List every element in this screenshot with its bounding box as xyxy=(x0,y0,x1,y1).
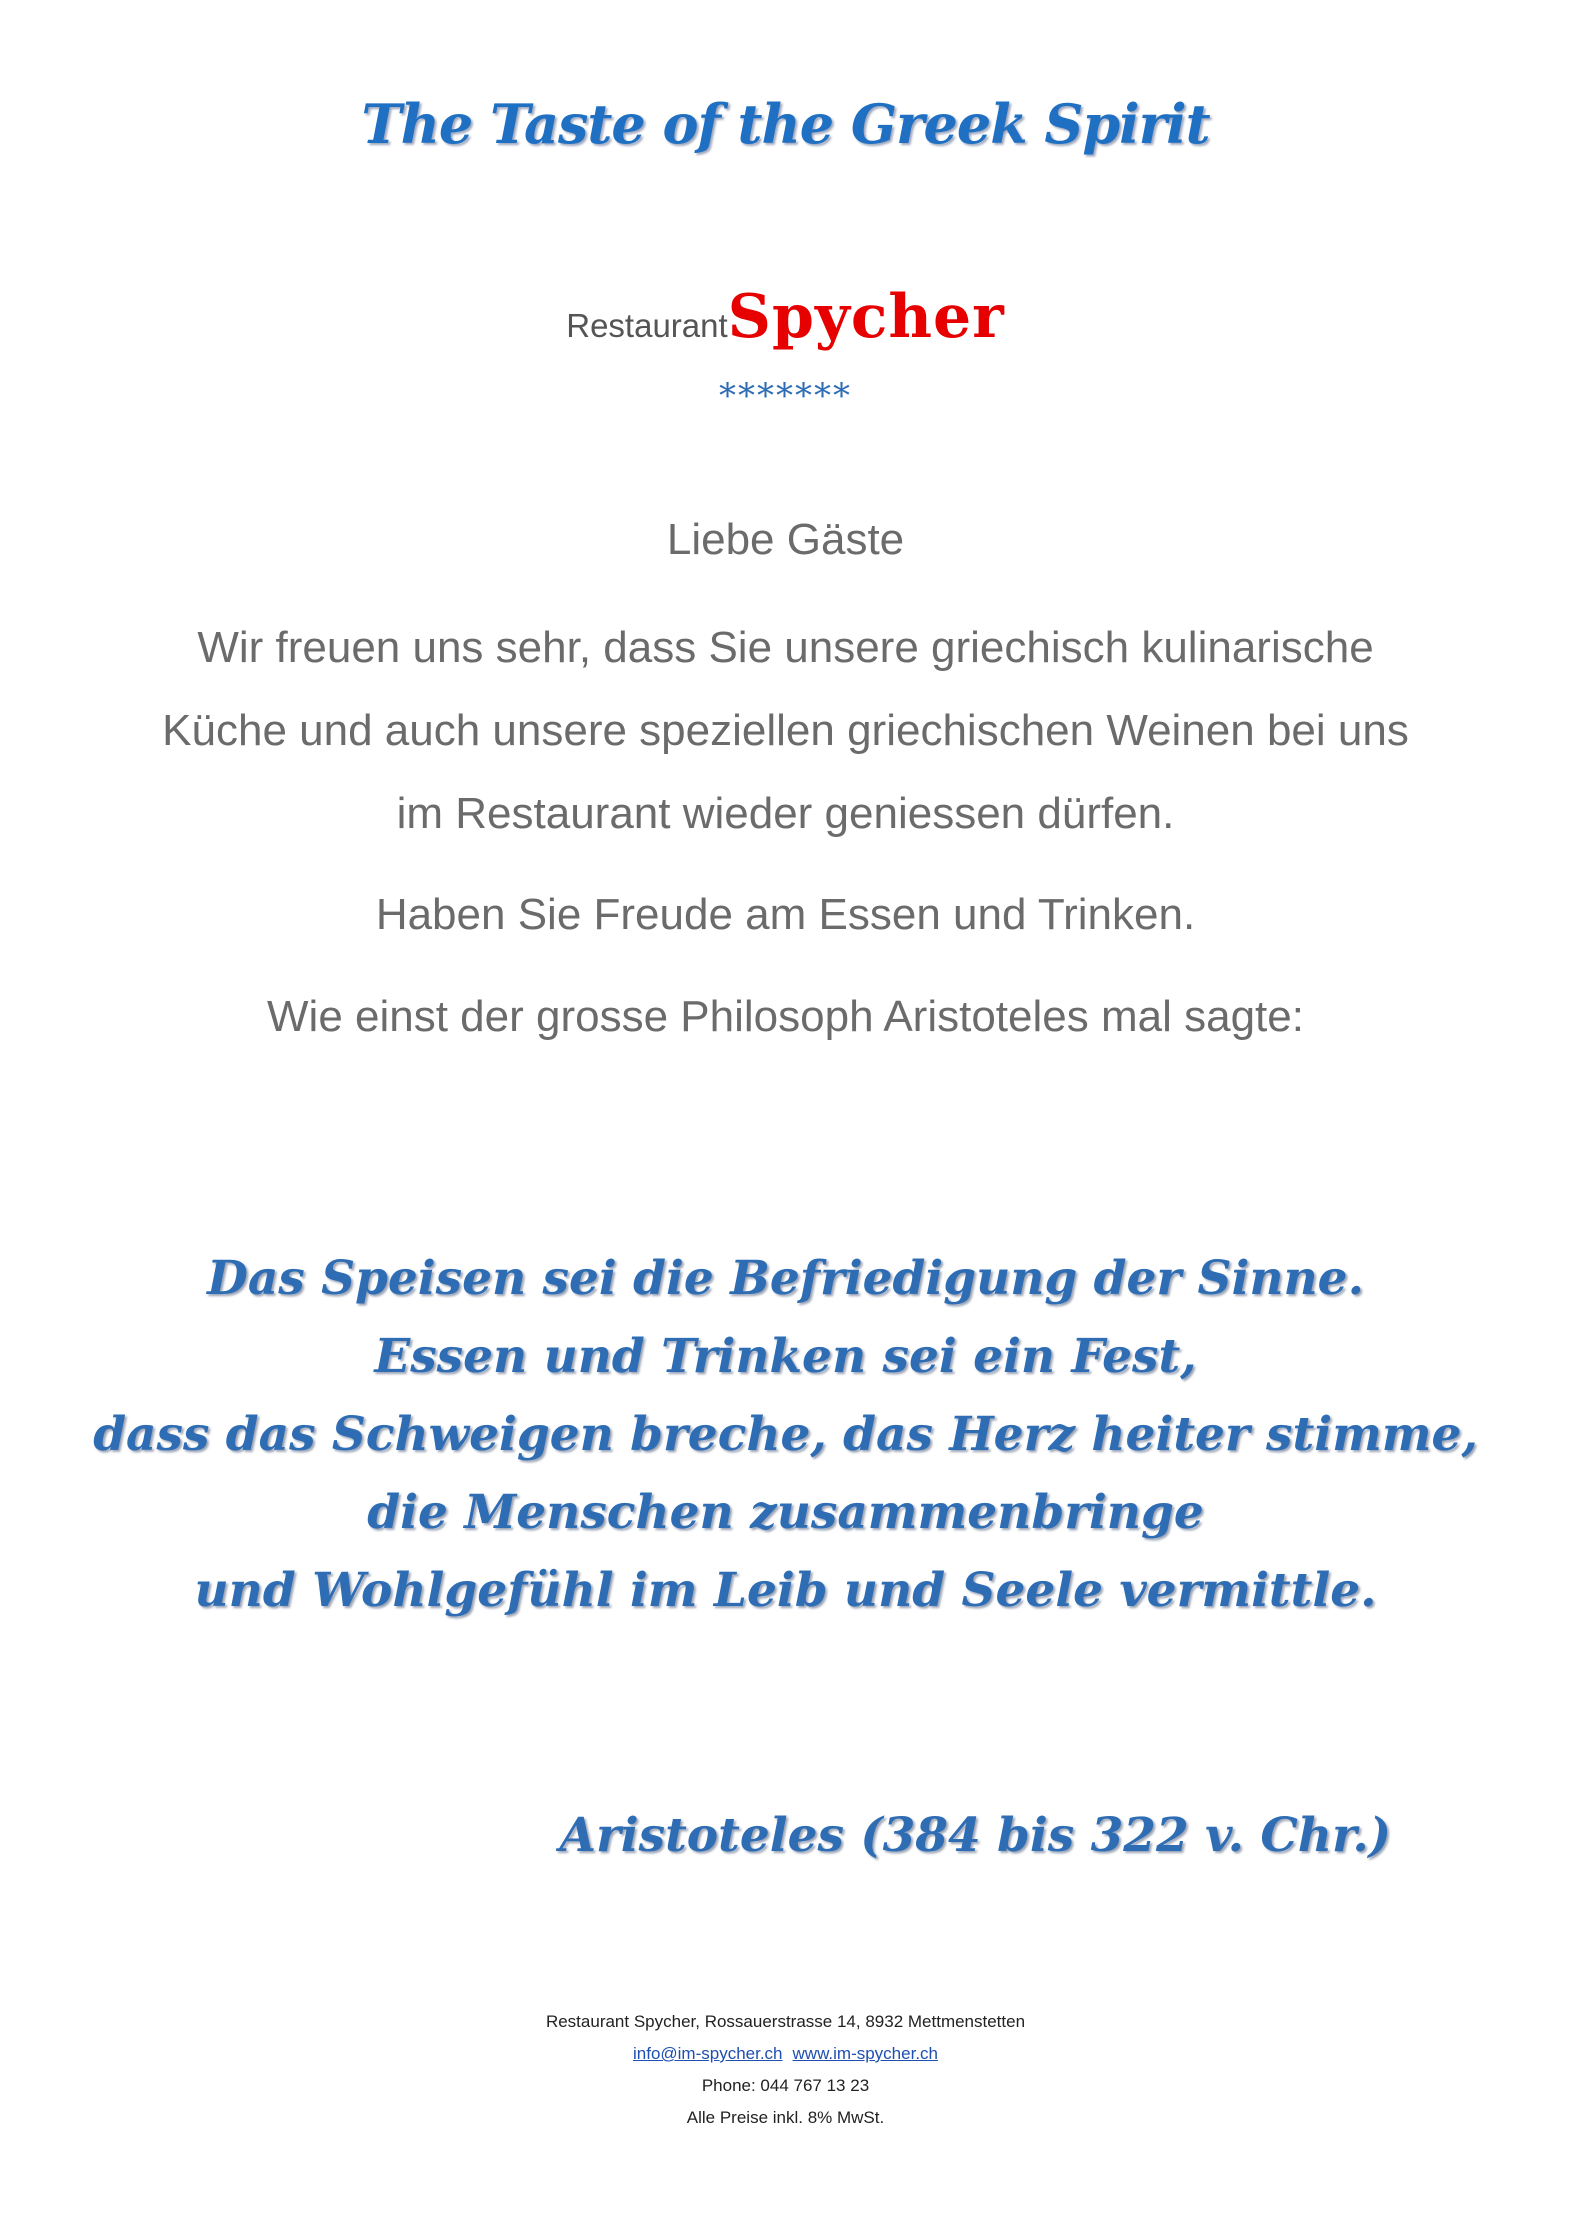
restaurant-label: Restaurant xyxy=(566,307,728,344)
website-link[interactable]: www.im-spycher.ch xyxy=(792,2044,938,2063)
restaurant-title xyxy=(0,282,1571,352)
quote-line: die Menschen zusammenbringe xyxy=(367,1485,1204,1540)
star-divider: ******* xyxy=(719,376,852,416)
page-headline: The Taste of the Greek Spirit xyxy=(361,92,1210,156)
intro-text xyxy=(150,510,1421,1089)
footer xyxy=(0,2006,1571,2134)
footer-phone: Phone: 044 767 13 23 xyxy=(701,2076,870,2095)
brand-name: Spycher xyxy=(727,282,1005,352)
quote-line: Essen und Trinken sei ein Fest, xyxy=(374,1329,1197,1384)
greeting: Liebe Gäste xyxy=(666,515,905,564)
lead-in-line: Wie einst der grosse Philosoph Aristoteles mal sagte: xyxy=(267,992,1304,1041)
quote-author: Aristoteles (384 bis 322 v. Chr.) xyxy=(559,1808,1391,1863)
aristotle-quote xyxy=(0,1240,1571,1630)
welcome-paragraph: Wir freuen uns sehr, dass Sie unsere griechisch kulinarische Küche und auch unsere speziellen griechischen Weinen bei uns im Restaurant wieder geniessen dürfen. xyxy=(162,623,1409,838)
quote-line: Das Speisen sei die Befriedigung der Sinne. xyxy=(207,1251,1364,1306)
footer-links xyxy=(0,2038,1571,2070)
footer-address: Restaurant Spycher, Rossauerstrasse 14, 8932 Mettmenstetten xyxy=(545,2012,1026,2031)
footer-vat-note: Alle Preise inkl. 8% MwSt. xyxy=(686,2108,885,2127)
quote-line: und Wohlgefühl im Leib und Seele vermittle. xyxy=(194,1563,1377,1618)
enjoy-line: Haben Sie Freude am Essen und Trinken. xyxy=(375,890,1196,939)
quote-line: dass das Schweigen breche, das Herz heiter stimme, xyxy=(93,1407,1478,1462)
email-link[interactable]: info@im-spycher.ch xyxy=(632,2044,783,2063)
